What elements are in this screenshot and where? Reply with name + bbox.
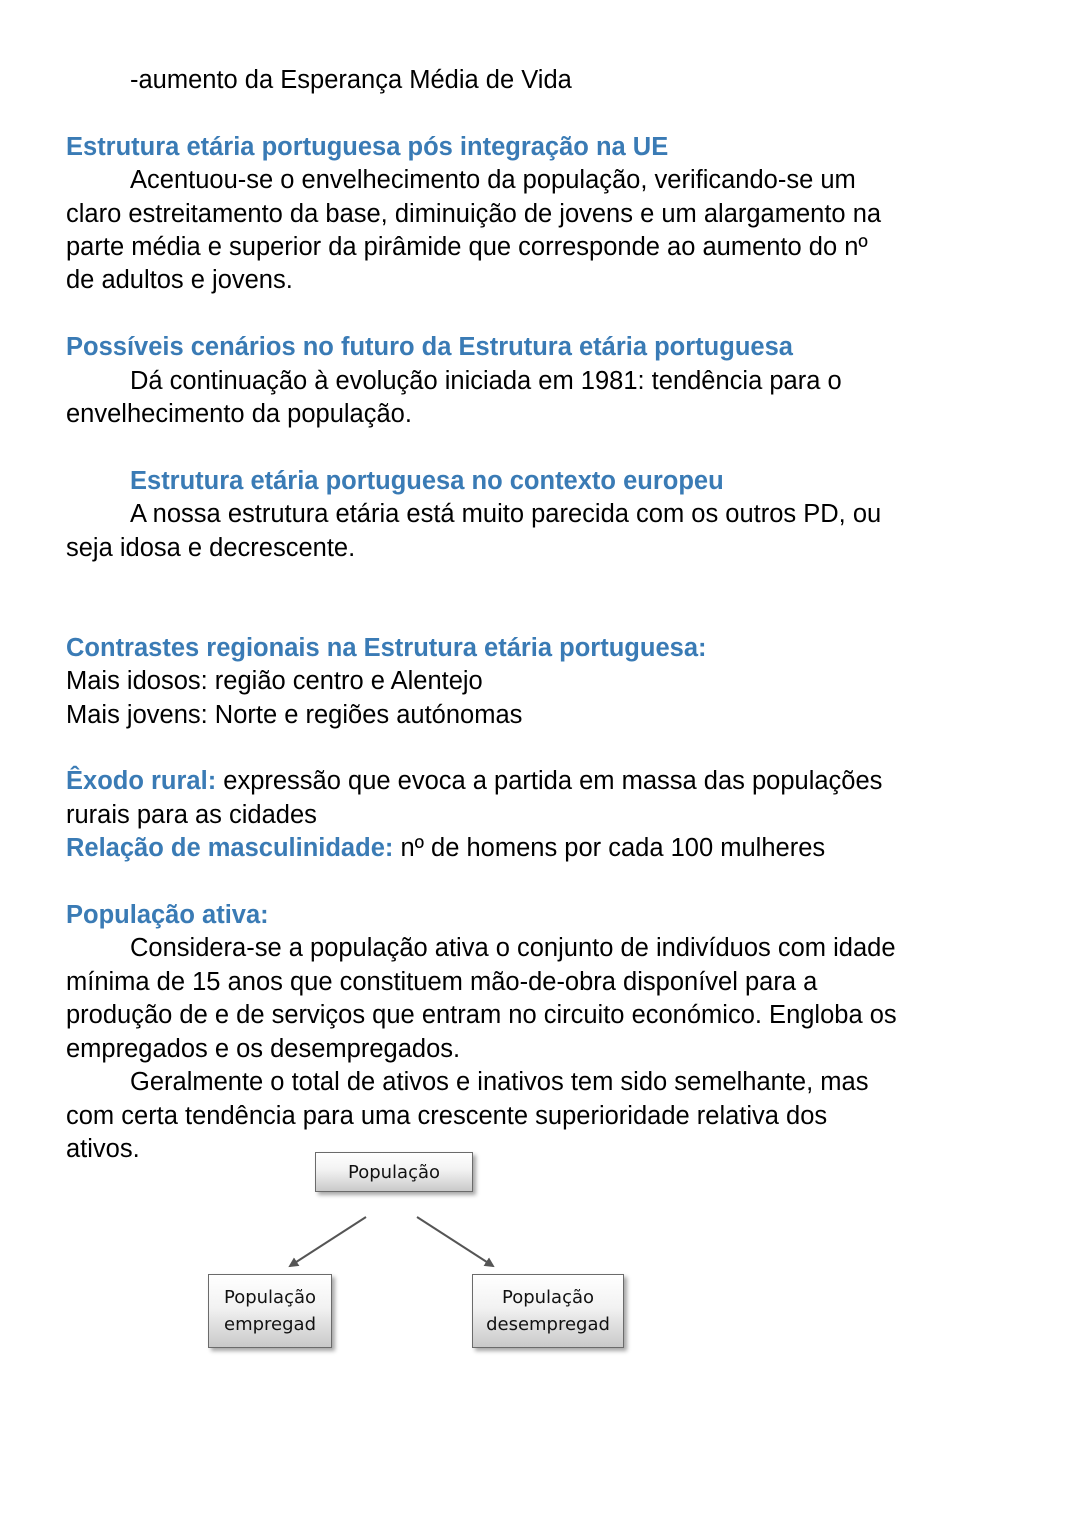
term-masculinity-ratio: Relação de masculinidade: [66, 834, 394, 863]
node-population: População [315, 1152, 473, 1192]
paragraph-line: empregados e os desempregados. [66, 1034, 461, 1063]
paragraph-line: seja idosa e decrescente. [66, 533, 356, 562]
definition-masculinity-ratio [66, 832, 1026, 865]
definition-text: expressão que evoca a partida em massa das populações [216, 767, 883, 796]
paragraph-line: envelhecimento da população. [66, 400, 412, 429]
paragraph-line: Acentuou-se o envelhecimento da população, verificando-se um [130, 166, 856, 195]
paragraph-line: produção de e de serviços que entram no circuito económico. Engloba os [66, 1001, 897, 1030]
paragraph-line: rurais para as cidades [66, 800, 317, 829]
paragraph-line: Geralmente o total de ativos e inativos tem sido semelhante, mas [130, 1068, 869, 1097]
paragraph-line: de adultos e jovens. [66, 266, 293, 295]
node-unemployed-population: População desempregad [472, 1274, 624, 1348]
definition-rural-exodus [66, 765, 1026, 798]
heading-european-context: Estrutura etária portuguesa no contexto europeu [130, 466, 724, 495]
definition-text: nº de homens por cada 100 mulheres [393, 834, 826, 863]
paragraph-line: Dá continuação à evolução iniciada em 1981: tendência para o [130, 366, 842, 395]
term-rural-exodus: Êxodo rural: [66, 767, 217, 796]
node-employed-population: População empregad [208, 1274, 332, 1348]
arrow-to-employed [290, 1217, 366, 1266]
arrow-to-unemployed [417, 1217, 493, 1266]
paragraph-line: Considera-se a população ativa o conjunto de indivíduos com idade [130, 934, 896, 963]
bullet-life-expectancy: -aumento da Esperança Média de Vida [130, 66, 572, 94]
heading-post-eu-structure: Estrutura etária portuguesa pós integração na UE [66, 132, 669, 161]
paragraph-line: Mais jovens: Norte e regiões autónomas [66, 700, 523, 729]
heading-active-population: População ativa: [66, 901, 269, 930]
paragraph-line: claro estreitamento da base, diminuição de jovens e um alargamento na [66, 199, 882, 228]
paragraph-line: ativos. [66, 1134, 140, 1163]
paragraph-line: Mais idosos: região centro e Alentejo [66, 667, 483, 696]
heading-future-scenarios: Possíveis cenários no futuro da Estrutura etária portuguesa [66, 333, 793, 362]
document-page [66, 64, 1026, 1166]
heading-regional-contrasts: Contrastes regionais na Estrutura etária portuguesa: [66, 633, 707, 662]
paragraph-line: mínima de 15 anos que constituem mão-de-obra disponível para a [66, 967, 818, 996]
paragraph-line: com certa tendência para uma crescente superioridade relativa dos [66, 1101, 828, 1130]
paragraph-line: A nossa estrutura etária está muito parecida com os outros PD, ou [130, 500, 882, 529]
paragraph-line: parte média e superior da pirâmide que corresponde ao aumento do nº [66, 233, 868, 262]
